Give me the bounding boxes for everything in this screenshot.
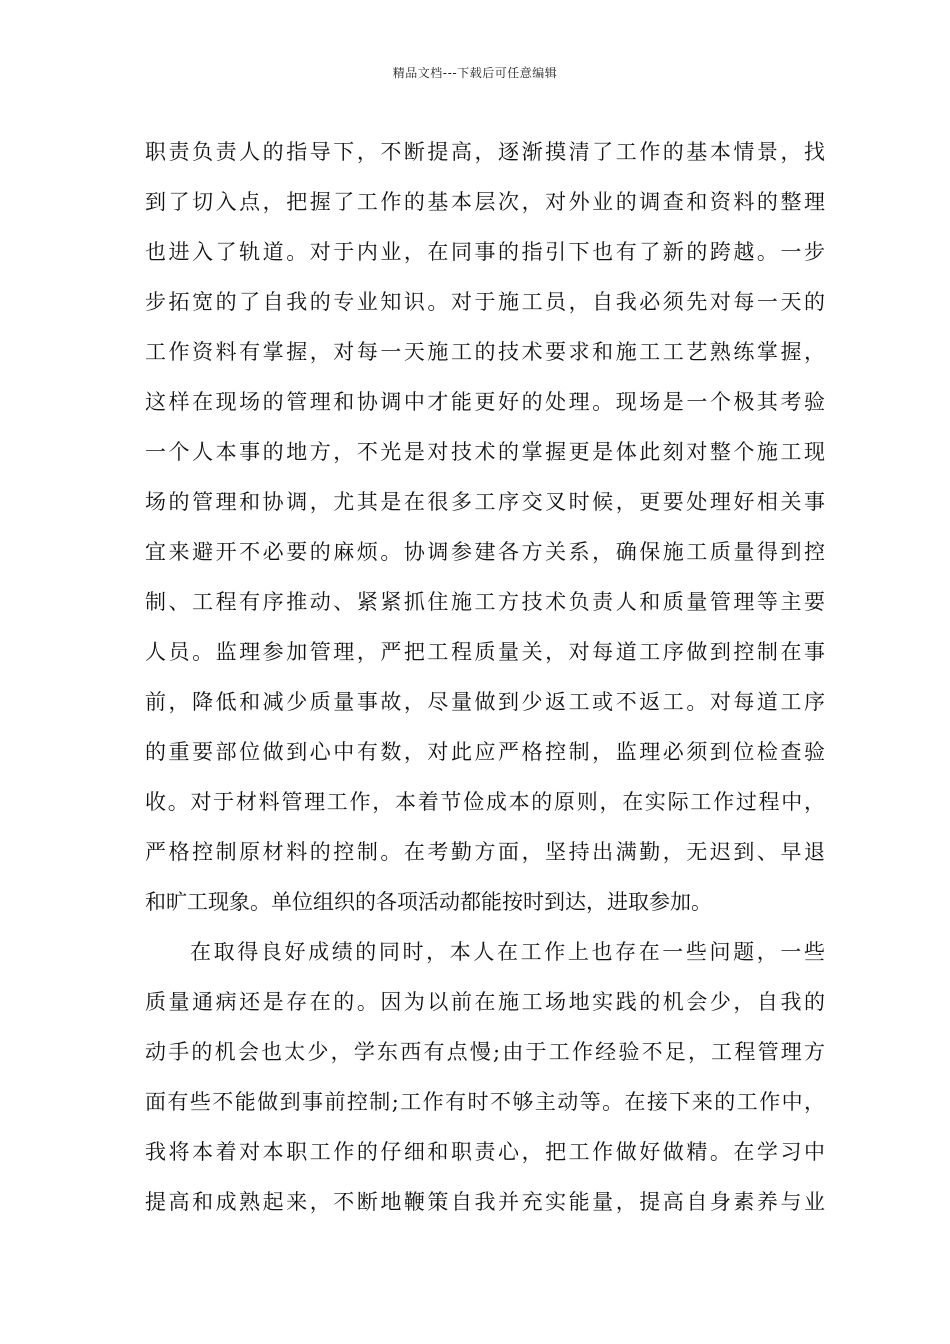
paragraph-line: 场的管理和协调，尤其是在很多工序交叉时候，更要处理好相关事 bbox=[145, 490, 825, 514]
paragraph-line: 前，降低和减少质量事故，尽量做到少返工或不返工。对每道工序 bbox=[145, 690, 825, 714]
paragraph-line: 这样在现场的管理和协调中才能更好的处理。现场是一个极其考验 bbox=[145, 390, 825, 414]
paragraph-line: 的重要部位做到心中有数，对此应严格控制，监理必须到位检查验 bbox=[145, 740, 825, 764]
paragraph-line: 在取得良好成绩的同时，本人在工作上也存在一些问题，一些 bbox=[190, 940, 825, 964]
paragraph-line: 制、工程有序推动、紧紧抓住施工方技术负责人和质量管理等主要 bbox=[145, 590, 825, 614]
paragraph-line: 工作资料有掌握，对每一天施工的技术要求和施工工艺熟练掌握， bbox=[145, 340, 825, 364]
paragraph-line: 人员。监理参加管理，严把工程质量关，对每道工序做到控制在事 bbox=[145, 640, 825, 664]
paragraph-line: 和旷工现象。单位组织的各项活动都能按时到达，进取参加。 bbox=[145, 890, 712, 914]
paragraph-line: 职责负责人的指导下，不断提高，逐渐摸清了工作的基本情景，找 bbox=[145, 140, 825, 164]
paragraph-line: 质量通病还是存在的。因为以前在施工场地实践的机会少，自我的 bbox=[145, 990, 825, 1014]
page-header: 精品文档---下载后可任意编辑 bbox=[392, 66, 558, 80]
paragraph-line: 动手的机会也太少，学东西有点慢;由于工作经验不足，工程管理方 bbox=[145, 1040, 825, 1064]
paragraph-line: 收。对于材料管理工作，本着节俭成本的原则，在实际工作过程中， bbox=[145, 790, 825, 814]
paragraph-line: 严格控制原材料的控制。在考勤方面，坚持出满勤，无迟到、早退 bbox=[145, 840, 825, 864]
paragraph-line: 面有些不能做到事前控制;工作有时不够主动等。在接下来的工作中， bbox=[145, 1090, 825, 1114]
paragraph-line: 到了切入点，把握了工作的基本层次，对外业的调查和资料的整理 bbox=[145, 190, 825, 214]
paragraph-line: 宜来避开不必要的麻烦。协调参建各方关系，确保施工质量得到控 bbox=[145, 540, 825, 564]
paragraph-line: 一个人本事的地方，不光是对技术的掌握更是体此刻对整个施工现 bbox=[145, 440, 825, 464]
paragraph-line: 提高和成熟起来，不断地鞭策自我并充实能量，提高自身素养与业 bbox=[145, 1190, 825, 1214]
paragraph-line: 步拓宽的了自我的专业知识。对于施工员，自我必须先对每一天的 bbox=[145, 290, 825, 314]
paragraph-line: 我将本着对本职工作的仔细和职责心，把工作做好做精。在学习中 bbox=[145, 1140, 825, 1164]
paragraph-line: 也进入了轨道。对于内业，在同事的指引下也有了新的跨越。一步 bbox=[145, 240, 825, 264]
